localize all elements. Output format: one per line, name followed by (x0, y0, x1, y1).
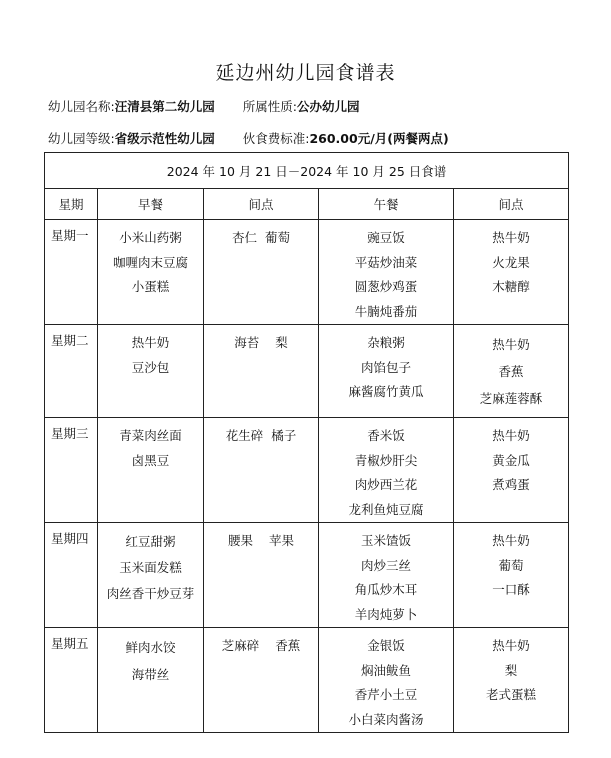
snack-afternoon-cell (454, 418, 569, 523)
dish: 老式蛋糕 (486, 687, 537, 702)
dish: 卤黑豆 (131, 452, 170, 468)
dish: 焖油鲅鱼 (360, 662, 411, 678)
dish: 腰果 苹果 (228, 533, 294, 548)
dish: 青菜肉丝面 (119, 428, 182, 443)
snack-morning-cell (204, 220, 319, 325)
header-lunch: 午餐 (319, 189, 454, 220)
dish: 青椒炒肝尖 (354, 452, 418, 468)
day-cell: 星期五 (45, 628, 98, 733)
dish: 豆沙包 (131, 359, 170, 375)
dish: 火龙果 (492, 254, 530, 270)
breakfast-cell (98, 418, 204, 523)
nature-value: 公办幼儿园 (296, 99, 360, 114)
menu-period: 2024 年 10 月 21 日－2024 年 10 月 25 日食谱 (45, 153, 569, 189)
dish: 玉米面发糕 (119, 560, 182, 575)
dish: 红豆甜粥 (125, 534, 176, 549)
day-cell: 星期四 (45, 523, 98, 628)
dish: 平菇炒油菜 (354, 254, 418, 270)
dish: 芝麻碎 香蕉 (221, 638, 301, 653)
dish: 角瓜炒木耳 (354, 582, 418, 597)
dish: 羊肉炖萝卜 (354, 606, 418, 622)
dish: 海苔 梨 (234, 335, 288, 350)
dish: 小米山药粥 (119, 230, 182, 245)
kindergarten-name-value: 汪清县第二幼儿园 (114, 99, 215, 114)
dish: 圆葱炒鸡蛋 (354, 279, 418, 294)
lunch-cell (319, 220, 454, 325)
info-line-1 (48, 97, 359, 115)
dish: 肉丝香干炒豆芽 (106, 586, 195, 601)
table-row (45, 523, 569, 628)
dish: 豌豆饭 (367, 230, 405, 245)
table-row (45, 628, 569, 733)
fee-value: 260.00元/月(两餐两点) (309, 131, 449, 146)
dish: 杂粮粥 (367, 335, 405, 350)
header-breakfast: 早餐 (98, 189, 204, 220)
page-title: 延边州幼儿园食谱表 (215, 62, 396, 84)
dish: 鲜肉水饺 (125, 640, 176, 655)
dish: 玉米馇饭 (360, 533, 411, 548)
snack-morning-cell (204, 418, 319, 523)
dish: 龙利鱼炖豆腐 (348, 501, 424, 517)
dish: 咖喱肉末豆腐 (112, 254, 188, 270)
dish: 杏仁 葡萄 (232, 230, 290, 245)
dish: 肉炒西兰花 (354, 477, 418, 492)
dish: 肉馅包子 (360, 359, 411, 375)
dish: 煮鸡蛋 (492, 477, 530, 492)
table-row (45, 220, 569, 325)
kindergarten-name-label: 幼儿园名称: (48, 99, 115, 114)
snack-morning-cell (204, 628, 319, 733)
grade-value: 省级示范性幼儿园 (114, 131, 215, 146)
header-snack-afternoon: 间点 (454, 189, 569, 220)
day-cell: 星期二 (45, 325, 98, 418)
dish: 海带丝 (131, 667, 170, 682)
menu-table (44, 152, 569, 733)
snack-afternoon-cell (454, 523, 569, 628)
dish: 香芹小土豆 (354, 687, 418, 702)
snack-afternoon-cell (454, 628, 569, 733)
snack-morning-cell (204, 523, 319, 628)
dish: 肉炒三丝 (360, 557, 411, 573)
breakfast-cell (98, 325, 204, 418)
breakfast-cell (98, 523, 204, 628)
lunch-cell (319, 325, 454, 418)
dish: 黄金瓜 (492, 452, 530, 468)
dish: 葡萄 (498, 557, 524, 573)
dish: 牛腩炖番茄 (354, 303, 418, 319)
day-cell: 星期三 (45, 418, 98, 523)
table-row (45, 418, 569, 523)
table-row (45, 325, 569, 418)
lunch-cell (319, 523, 454, 628)
snack-morning-cell (204, 325, 319, 418)
snack-afternoon-cell (454, 325, 569, 418)
dish: 热牛奶 (131, 335, 170, 350)
dish: 热牛奶 (492, 230, 530, 245)
dish: 小白菜肉酱汤 (348, 711, 424, 727)
dish: 金银饭 (367, 638, 405, 653)
period-row (45, 153, 569, 189)
snack-afternoon-cell (454, 220, 569, 325)
day-cell: 星期一 (45, 220, 98, 325)
nature-label: 所属性质: (242, 99, 297, 114)
header-weekday: 星期 (45, 189, 98, 220)
dish: 热牛奶 (492, 638, 530, 653)
dish: 花生碎 橘子 (225, 428, 297, 443)
dish: 小蛋糕 (131, 279, 170, 294)
grade-label: 幼儿园等级: (48, 131, 115, 146)
breakfast-cell (98, 220, 204, 325)
breakfast-cell (98, 628, 204, 733)
lunch-cell (319, 628, 454, 733)
dish: 香米饭 (367, 428, 405, 443)
lunch-cell (319, 418, 454, 523)
dish: 热牛奶 (492, 428, 530, 443)
dish: 木糖醇 (492, 279, 530, 294)
dish: 热牛奶 (492, 337, 530, 352)
dish: 芝麻莲蓉酥 (479, 391, 543, 406)
fee-label: 伙食费标准: (242, 131, 310, 146)
header-row (45, 189, 569, 220)
info-line-2 (48, 129, 449, 147)
header-snack-morning: 间点 (204, 189, 319, 220)
dish: 麻酱腐竹黄瓜 (348, 384, 424, 399)
dish: 热牛奶 (492, 533, 530, 548)
dish: 一口酥 (492, 582, 530, 597)
dish: 梨 (504, 662, 518, 678)
dish: 香蕉 (498, 364, 524, 379)
